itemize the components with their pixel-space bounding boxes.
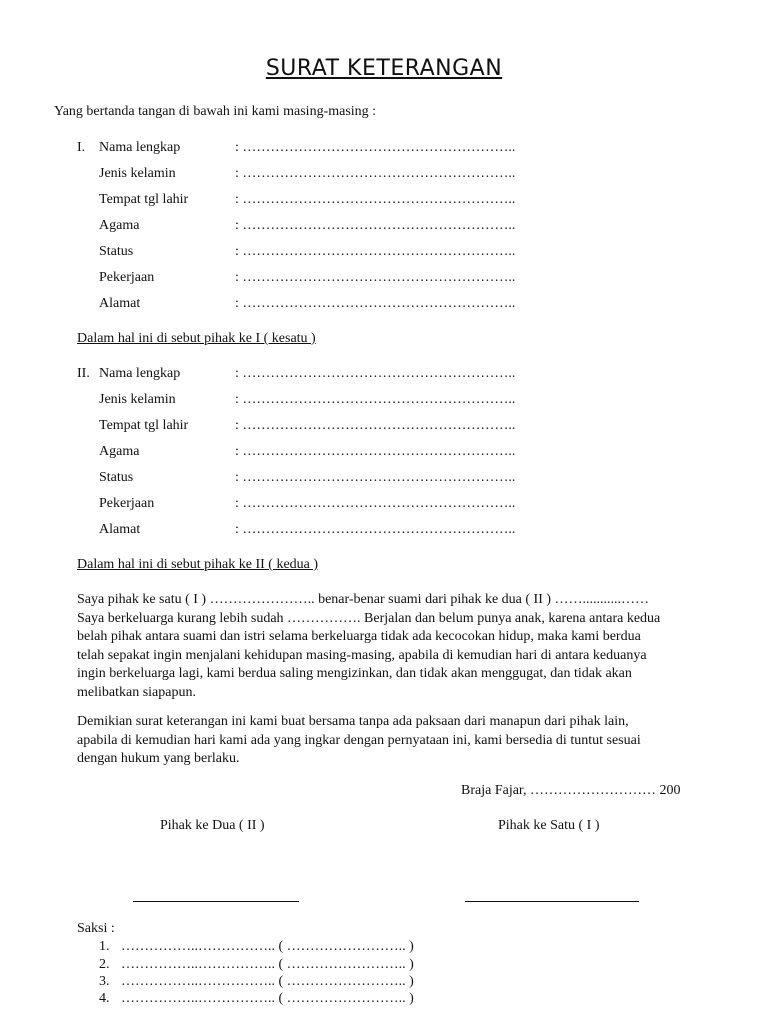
party2-blank-job: : …………………………………………………..	[235, 496, 516, 511]
party2-label-gender: Jenis kelamin	[99, 392, 176, 407]
party1-label-gender: Jenis kelamin	[99, 166, 176, 181]
party2-blank-address: : …………………………………………………..	[235, 522, 516, 537]
witness-blank: ……………..…………….. ( …………………….. )	[121, 939, 414, 954]
party1-label-religion: Agama	[99, 218, 140, 233]
witness-item	[99, 974, 499, 992]
party1-blank-birth: : …………………………………………………..	[235, 192, 516, 207]
witness-blank: ……………..…………….. ( …………………….. )	[121, 991, 414, 1006]
party2-label-job: Pekerjaan	[99, 496, 155, 511]
signature-line-party2	[133, 901, 299, 902]
party1-label-status: Status	[99, 244, 134, 259]
witness-number: 4.	[99, 991, 110, 1006]
witness-number: 1.	[99, 939, 110, 954]
party2-note: Dalam hal ini di sebut pihak ke II ( kedua )	[77, 557, 319, 572]
statement-paragraph	[77, 591, 717, 702]
party1-label-birth: Tempat tgl lahir	[99, 192, 189, 207]
statement-line: Saya pihak ke satu ( I ) ………………….. benar-benar suami dari pihak ke dua ( II ) ……...........……	[77, 592, 650, 607]
party2-label-name: Nama lengkap	[99, 366, 181, 381]
witness-blank: ……………..…………….. ( …………………….. )	[121, 974, 414, 989]
party1-blank-status: : …………………………………………………..	[235, 244, 516, 259]
witness-item	[99, 957, 499, 975]
party1-number: I.	[77, 140, 86, 155]
party1-label-name: Nama lengkap	[99, 140, 181, 155]
party1-blank-religion: : …………………………………………………..	[235, 218, 516, 233]
document-title: SURAT KETERANGAN	[265, 56, 503, 81]
party2-label-address: Alamat	[99, 522, 141, 537]
party2-label-birth: Tempat tgl lahir	[99, 418, 189, 433]
closing-line: apabila di kemudian hari kami ada yang ingkar dengan pernyataan ini, kami bersedia di tuntut sesuai	[77, 732, 641, 748]
party1-note: Dalam hal ini di sebut pihak ke I ( kesatu )	[77, 331, 316, 346]
party2-number: II.	[77, 366, 90, 381]
closing-paragraph	[77, 713, 717, 769]
witness-item	[99, 991, 499, 1009]
party1-label-address: Alamat	[99, 296, 141, 311]
statement-line: Saya berkeluarga kurang lebih sudah ……………. Berjalan dan belum punya anak, karena antara kedua	[77, 610, 661, 626]
closing-line: Demikian surat keterangan ini kami buat bersama tanpa ada paksaan dari manapun dari pihak lain,	[77, 714, 629, 729]
signature-label-party1: Pihak ke Satu ( I )	[498, 818, 600, 833]
witness-item	[99, 939, 499, 957]
party2-blank-gender: : …………………………………………………..	[235, 392, 516, 407]
party1-blank-gender: : …………………………………………………..	[235, 166, 516, 181]
closing-line: dengan hukum yang berlaku.	[77, 751, 240, 766]
witness-blank: ……………..…………….. ( …………………….. )	[121, 957, 414, 972]
party2-label-status: Status	[99, 470, 134, 485]
statement-line: telah sepakat ingin menjalani kehidupan masing-masing, apabila di kemudian hari di antara keduanya	[77, 647, 647, 663]
statement-line: ingin berkeluarga lagi, kami berdua saling mengizinkan, dan tidak akan menggugat, dan tidak akan	[77, 666, 632, 681]
statement-line: belah pihak antara suami dan istri selama berkeluarga tidak ada kecocokan hidup, maka kami berdua	[77, 629, 641, 644]
signature-label-party2: Pihak ke Dua ( II )	[160, 818, 265, 833]
party1-label-job: Pekerjaan	[99, 270, 155, 285]
witness-number: 2.	[99, 957, 110, 972]
witness-number: 3.	[99, 974, 110, 989]
intro-text: Yang bertanda tangan di bawah ini kami masing-masing :	[54, 104, 377, 119]
party2-label-religion: Agama	[99, 444, 140, 459]
party1-blank-name: : …………………………………………………..	[235, 140, 516, 155]
signature-line-party1	[465, 901, 639, 902]
statement-line: melibatkan siapapun.	[77, 684, 196, 700]
party2-blank-birth: : …………………………………………………..	[235, 418, 516, 433]
place-date: Braja Fajar, ……………………… 200	[461, 783, 681, 798]
party2-blank-religion: : …………………………………………………..	[235, 444, 516, 459]
witness-label: Saksi :	[77, 921, 115, 936]
party1-blank-job: : …………………………………………………..	[235, 270, 516, 285]
party1-blank-address: : …………………………………………………..	[235, 296, 516, 311]
party2-blank-status: : …………………………………………………..	[235, 470, 516, 485]
party2-blank-name: : …………………………………………………..	[235, 366, 516, 381]
